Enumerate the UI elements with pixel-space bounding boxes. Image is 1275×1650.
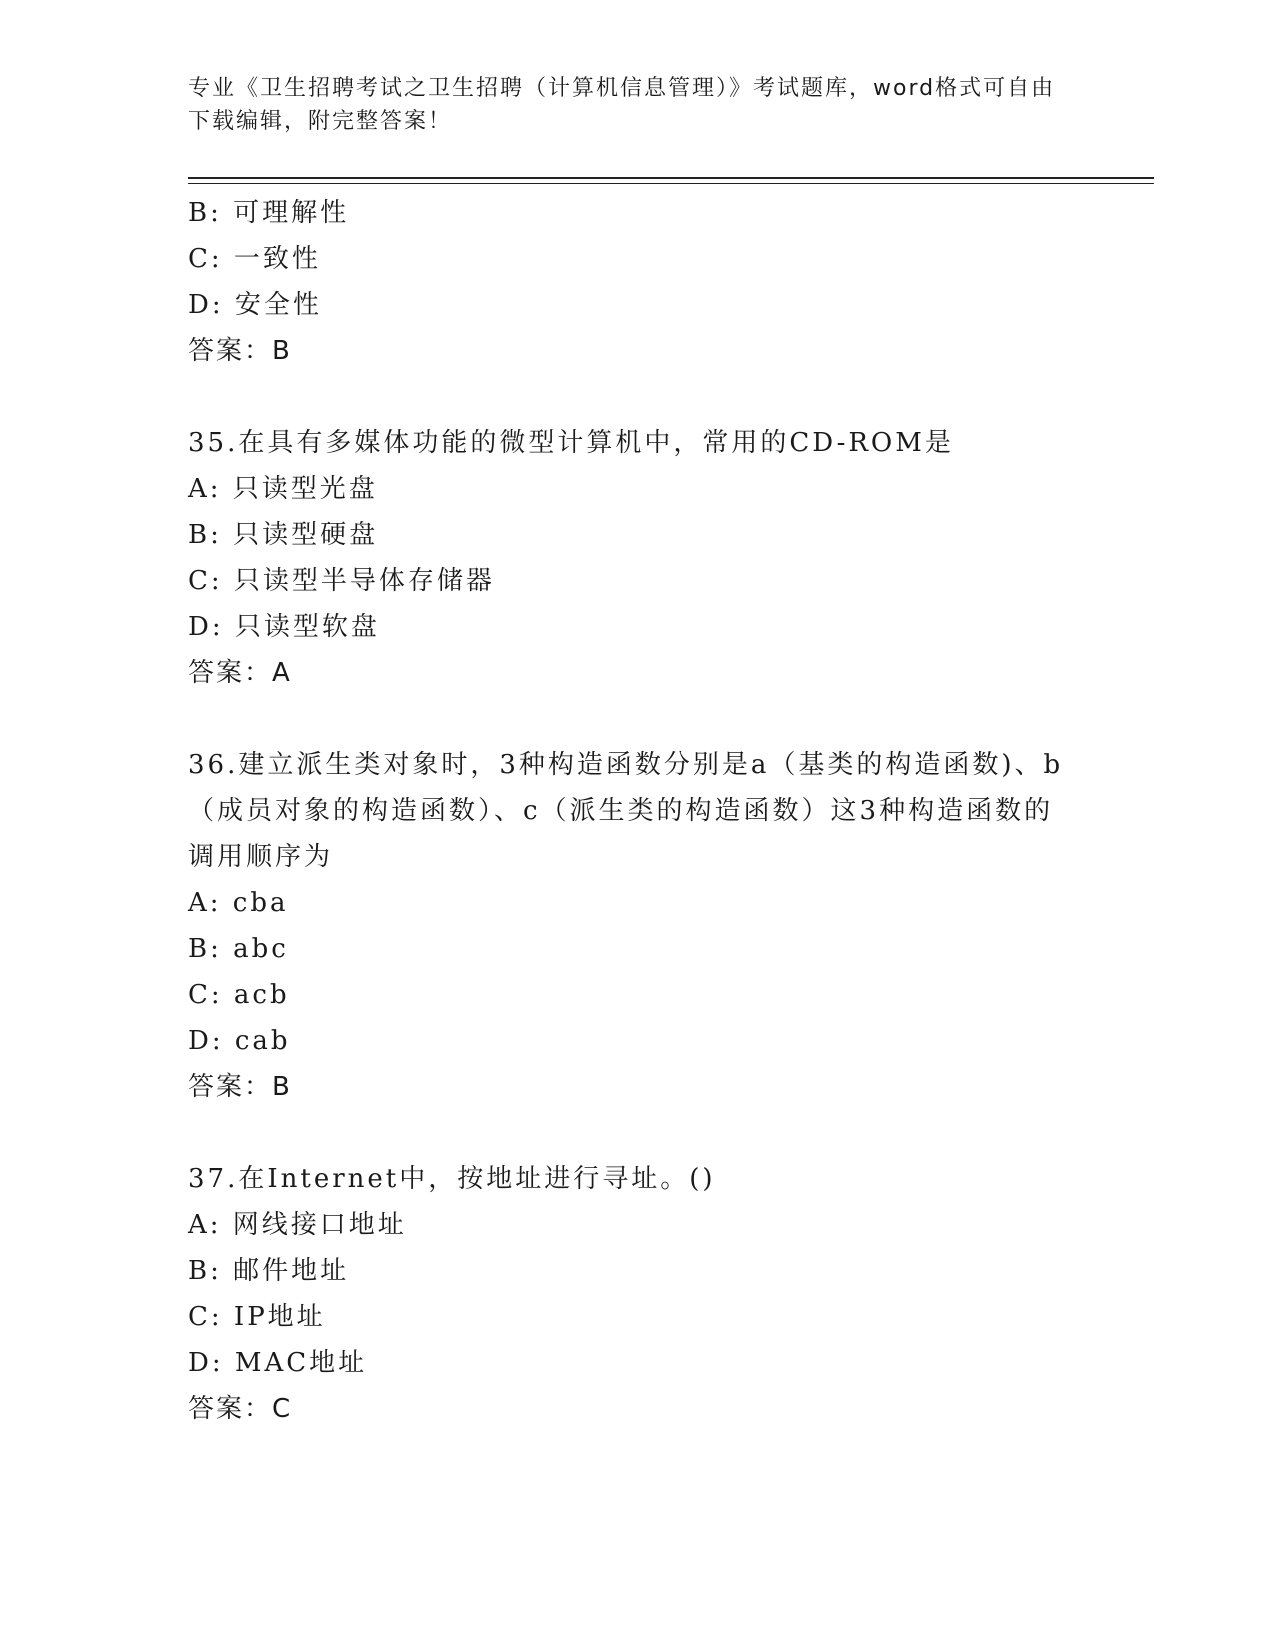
- option-b: B: 邮件地址: [188, 1256, 350, 1286]
- answer: 答案：A: [188, 658, 292, 688]
- option-b: B: 可理解性: [188, 198, 350, 228]
- question-stem-line-3: 调用顺序为: [188, 842, 334, 872]
- header-rule-thin: [188, 183, 1154, 184]
- option-c: C: 一致性: [188, 244, 321, 274]
- option-a: A: cba: [188, 888, 289, 918]
- option-b: B: abc: [188, 934, 289, 964]
- option-c: C: acb: [188, 980, 290, 1010]
- question-37: [188, 1156, 1088, 1432]
- option-b: B: 只读型硬盘: [188, 520, 379, 550]
- option-c: C: IP地址: [188, 1302, 326, 1332]
- option-d: D: 安全性: [188, 290, 322, 320]
- question-stem-line-1: 36.建立派生类对象时，3种构造函数分别是a（基类的构造函数)、b: [188, 750, 1064, 780]
- question-35: [188, 420, 1088, 696]
- option-d: D: MAC地址: [188, 1348, 368, 1378]
- header-rule-thick: [188, 177, 1154, 179]
- option-a: A: 只读型光盘: [188, 474, 378, 504]
- answer: 答案：B: [188, 336, 292, 366]
- question-34: [188, 190, 1088, 374]
- option-d: D: 只读型软盘: [188, 612, 380, 642]
- question-36: [188, 742, 1088, 1110]
- answer: 答案：C: [188, 1394, 293, 1424]
- document-body: [188, 190, 1088, 1478]
- option-a: A: 网线接口地址: [188, 1210, 407, 1240]
- option-d: D: cab: [188, 1026, 291, 1056]
- document-header: 专业《卫生招聘考试之卫生招聘（计算机信息管理）》考试题库，word格式可自由下载编辑，附完整答案！: [188, 76, 1056, 134]
- option-c: C: 只读型半导体存储器: [188, 566, 495, 596]
- question-stem: 37.在Internet中，按地址进行寻址。(): [188, 1164, 716, 1194]
- answer: 答案：B: [188, 1072, 292, 1102]
- question-stem: 35.在具有多媒体功能的微型计算机中，常用的CD-ROM是: [188, 428, 954, 458]
- question-stem-line-2: （成员对象的构造函数）、c（派生类的构造函数）这3种构造函数的: [188, 796, 1054, 826]
